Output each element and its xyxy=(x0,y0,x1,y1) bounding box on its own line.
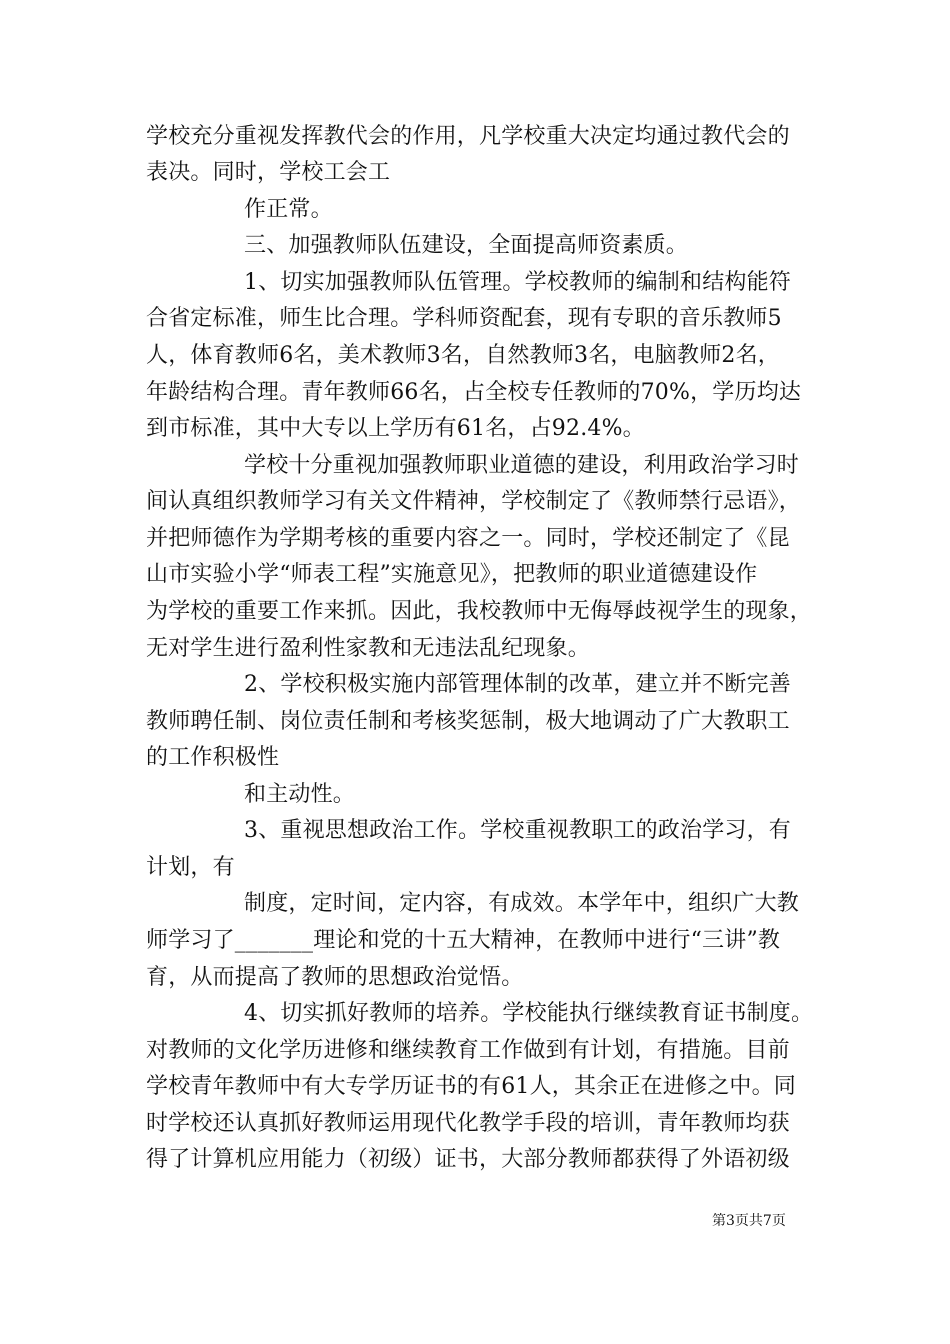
text-line: 制度，定时间，定内容，有成效。本学年中，组织广大教 xyxy=(244,891,800,916)
text-line: 作正常。 xyxy=(244,197,333,222)
text-line: 师学习了_______理论和党的十五大精神，在教师中进行“三讲”教 xyxy=(146,928,781,953)
text-line: 学校青年教师中有大专学历证书的有61人，其余正在进修之中。同 xyxy=(146,1074,796,1099)
page-number: 第3页共7页 xyxy=(712,1213,786,1229)
text-line: 表决。同时，学校工会工 xyxy=(146,160,391,185)
text-line: 3、重视思想政治工作。学校重视教职工的政治学习，有 xyxy=(244,818,791,843)
text-line: 1、切实加强教师队伍管理。学校教师的编制和结构能符 xyxy=(244,270,791,295)
text-line: 到市标准，其中大专以上学历有61名，占92.4%。 xyxy=(146,416,645,441)
text-line: 4、切实抓好教师的培养。学校能执行继续教育证书制度。 xyxy=(244,1001,814,1026)
text-line: 教师聘任制、岗位责任制和考核奖惩制，极大地调动了广大教职工 xyxy=(146,709,790,734)
text-line: 山市实验小学“师表工程”实施意见》，把教师的职业道德建设作 xyxy=(146,562,758,587)
text-line: 得了计算机应用能力（初级）证书，大部分教师都获得了外语初级 xyxy=(146,1147,790,1172)
text-line: 合省定标准，师生比合理。学科师资配套，现有专职的音乐教师5 xyxy=(146,306,782,331)
text-line: 对教师的文化学历进修和继续教育工作做到有计划，有措施。目前 xyxy=(146,1038,790,1063)
text-line: 时学校还认真抓好教师运用现代化教学手段的培训，青年教师均获 xyxy=(146,1111,790,1136)
text-line: 并把师德作为学期考核的重要内容之一。同时，学校还制定了《昆 xyxy=(146,526,790,551)
text-line: 学校充分重视发挥教代会的作用，凡学校重大决定均通过教代会的 xyxy=(146,124,790,149)
text-line: 和主动性。 xyxy=(244,782,356,807)
text-line: 计划，有 xyxy=(146,855,235,880)
text-line: 年龄结构合理。青年教师66名，占全校专任教师的70%，学历均达 xyxy=(146,380,802,405)
text-line: 间认真组织教师学习有关文件精神，学校制定了《教师禁行忌语》， xyxy=(146,489,802,514)
text-line: 人，体育教师6名，美术教师3名，自然教师3名，电脑教师2名， xyxy=(146,343,780,368)
text-line: 为学校的重要工作来抓。因此，我校教师中无侮辱歧视学生的现象， xyxy=(146,599,813,624)
text-line: 学校十分重视加强教师职业道德的建设，利用政治学习时 xyxy=(244,453,800,478)
text-line: 2、学校积极实施内部管理体制的改革，建立并不断完善 xyxy=(244,672,791,697)
text-line: 的工作积极性 xyxy=(146,745,280,770)
section-heading: 三、加强教师队伍建设，全面提高师资素质。 xyxy=(244,233,689,258)
text-line: 育，从而提高了教师的思想政治觉悟。 xyxy=(146,965,524,990)
text-line: 无对学生进行盈利性家教和无违法乱纪现象。 xyxy=(146,636,591,661)
